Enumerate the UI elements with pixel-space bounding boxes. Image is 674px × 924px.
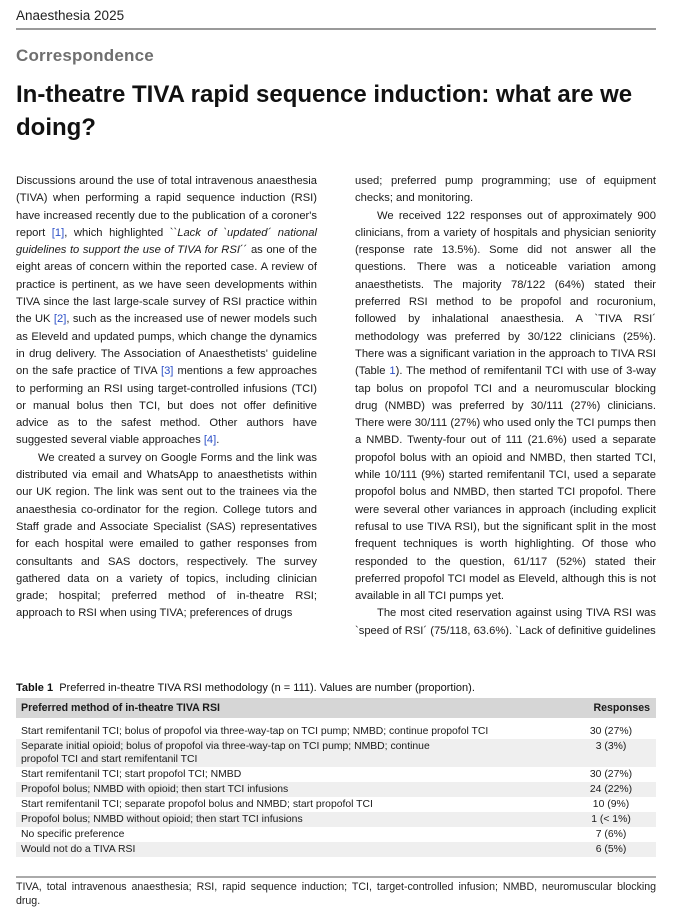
citation-link-1[interactable]: [1] (51, 226, 65, 239)
paragraph: Discussions around the use of total intravenous anaesthesia (TIVA) when performing a rapid sequence induction (RSI) have increased recently due to the publication of a coroner's report [1], which highlighted ``Lack of `updated´ national guidelines to support the use of TIVA for RSI´´ as one of the eight areas of concern within the reported case. A review of practice is pertinent, as we have seen developments within TIVA since the last large-scale survey of RSI practice within the UK [2], such as the increased use of newer models such as Eleveld and updated pumps, which change the dynamics in drug delivery. The Association of Anaesthetists' guideline on the safe practice of TIVA [3] mentions a few approaches to performing an RSI using target-controlled infusions (TCI) or manual bolus then TCI, but does not offer definitive advice as to the safest method. Other authors have suggested several viable approaches [4]. (16, 175, 318, 447)
method-cell: Propofol bolus; NMBD with opioid; then start TCI infusions (21, 784, 289, 795)
column-header-responses: Responses (593, 702, 650, 714)
table-row (16, 767, 656, 782)
citation-link-4[interactable]: [4] (203, 434, 217, 447)
paragraph: We created a survey on Google Forms and the link was distributed via email and WhatsApp to anaesthetists within our UK region. The link was sent out to the trainees via the anaesthesia co-ordinator for the region. College tutors and Staff grade and Associate Specialist (SAS) representatives for each hospital were emailed to gather responses from consultants and SAS doctors, respectively. The survey gathered data on a variety of topics, including clinician grade; hospital; preferred method of in-theatre RSI; approach to RSI when using TIVA; preferences of drugs (16, 451, 317, 620)
header-divider (16, 28, 656, 30)
table-row (16, 797, 656, 812)
responses-cell: 30 (27%) (589, 726, 633, 737)
section-label: Correspondence (16, 46, 154, 65)
citation-link-3[interactable]: [3] (160, 365, 174, 378)
results-table (16, 698, 656, 857)
body-column-left (16, 173, 317, 623)
method-cell: Start remifentanil TCI; separate propofol bolus and NMBD; start propofol TCI (21, 799, 373, 810)
article-title: In-theatre TIVA rapid sequence induction: what are we doing? (16, 81, 633, 141)
body-column-right (355, 173, 656, 640)
method-cell: Propofol bolus; NMBD without opioid; then start TCI infusions (21, 814, 303, 825)
table-link-1[interactable]: 1 (389, 365, 396, 378)
table-label: Table 1 (16, 682, 54, 694)
table-row (16, 842, 656, 857)
table-row (16, 724, 656, 739)
responses-cell: 1 (< 1%) (591, 814, 631, 825)
method-cell: Would not do a TIVA RSI (21, 844, 136, 855)
table-row (16, 739, 656, 767)
table-bottom-divider (16, 876, 656, 878)
column-header-method: Preferred method of in-theatre TIVA RSI (21, 702, 220, 714)
responses-cell: 30 (27%) (589, 769, 633, 780)
paragraph: We received 122 responses out of approximately 900 clinicians, from a variety of hospitals and physician seniority (response rate 13.5%). Some did not answer all the questions. There was a noticeable variation among anaesthetists. The majority 78/122 (64%) stated their preferred RSI method to be propofol and rocuronium, followed by inhalational anaesthesia. A `TIVA RSI´ methodology was preferred by 30/122 clinicians (25%). There was a significant variation in the approach to TIVA RSI (Table 1). The method of remifentanil TCI with use of 3-way tap bolus on propofol TCI and a neuromuscular blocking drug (NMBD) was preferred by 30/111 (27%) clinicians. There were 30/111 (27%) who used only the TCI pumps then a NMBD. Twenty-four out of 111 (21.6%) used a separate propofol bolus with an opioid and NMBD, then started TCI, while 10/111 (9%) started remifentanil TCI, used a separate propofol bolus and NMBD, then started TCI propofol. There were several other variances in approach (including explicit refusal to use TIVA RSI), but the significant split in the most frequent techniques is worth highlighting. Of those who responded to the question, 61/117 (52%) stated their preferred propofol TCI model as Eleveld, although this is not available in all TCI pumps yet. (355, 209, 657, 603)
table-header-row (16, 698, 656, 718)
table-row (16, 827, 656, 842)
method-cell: Separate initial opioid; bolus of propofol via three-way-tap on TCI pump; NMBD; continue propofol TCI and start remifentanil TCI (21, 741, 430, 765)
journal-header: Anaesthesia 2025 (16, 8, 125, 23)
table-caption-text: Preferred in-theatre TIVA RSI methodology (n = 111). Values are number (proportion). (59, 682, 475, 694)
method-cell: Start remifentanil TCI; bolus of propofol via three-way-tap on TCI pump; NMBD; continue propofol TCI (21, 726, 489, 737)
citation-link-2[interactable]: [2] (53, 313, 67, 326)
method-cell: Start remifentanil TCI; start propofol TCI; NMBD (21, 769, 242, 780)
table-row (16, 812, 656, 827)
table-caption (16, 682, 475, 694)
table-row (16, 782, 656, 797)
paragraph: The most cited reservation against using TIVA RSI was `speed of RSI´ (75/118, 63.6%). `Lack of definitive guidelines (355, 607, 656, 637)
responses-cell: 10 (9%) (592, 799, 630, 810)
quoted-finding: Lack of `updated´ national guidelines to support the use of TIVA for RSI (16, 226, 317, 257)
responses-cell: 6 (5%) (595, 844, 627, 855)
method-cell: No specific preference (21, 829, 125, 840)
responses-cell: 7 (6%) (595, 829, 627, 840)
responses-cell: 3 (3%) (595, 741, 627, 752)
table-footnote: TIVA, total intravenous anaesthesia; RSI, rapid sequence induction; TCI, target-controlled infusion; NMBD, neuromuscular blocking drug. (16, 881, 656, 907)
responses-cell: 24 (22%) (589, 784, 633, 795)
paragraph: used; preferred pump programming; use of equipment checks; and monitoring. (355, 175, 656, 205)
